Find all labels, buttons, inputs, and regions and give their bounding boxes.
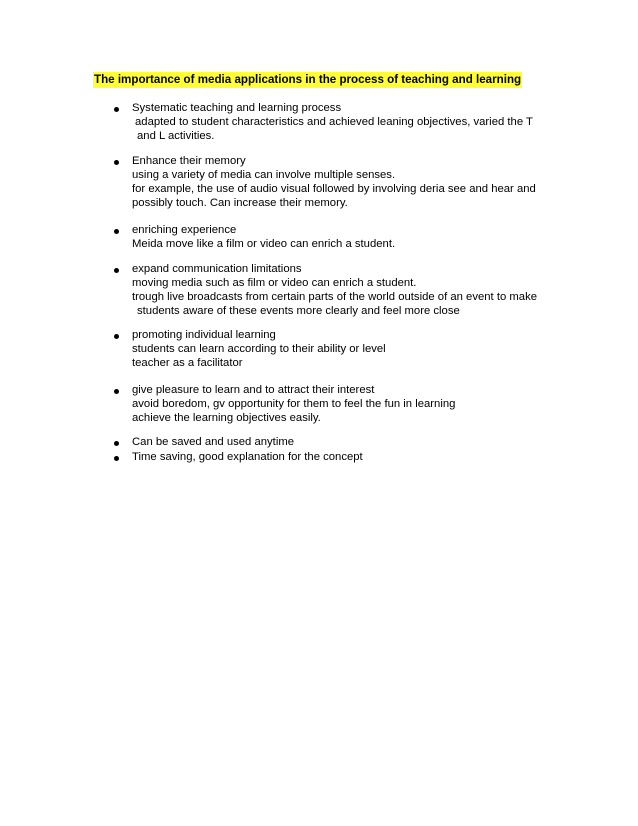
list-item-line: trough live broadcasts from certain parts of the world outside of an event to make [132, 291, 538, 303]
document-title: The importance of media applications in the process of teaching and learning [94, 73, 522, 86]
list-item-line: teacher as a facilitator [132, 357, 243, 369]
list-item-line: avoid boredom, gv opportunity for them to feel the fun in learning [132, 398, 456, 410]
list-item-heading: give pleasure to learn and to attract their interest [132, 384, 375, 396]
bullet-icon [114, 441, 119, 446]
list-item-line: achieve the learning objectives easily. [132, 412, 321, 424]
bullet-icon [114, 389, 119, 394]
list-item-line: moving media such as film or video can enrich a student. [132, 277, 417, 289]
list-item-line: Meida move like a film or video can enrich a student. [132, 238, 396, 250]
list-item-line: using a variety of media can involve multiple senses. [132, 169, 396, 181]
list-item-heading: Systematic teaching and learning process [132, 102, 342, 114]
list-item-line: students can learn according to their ability or level [132, 343, 386, 355]
bullet-icon [114, 107, 119, 112]
list-item-heading: promoting individual learning [132, 329, 276, 341]
list-item-line: adapted to student characteristics and achieved leaning objectives, varied the T [135, 116, 533, 128]
list-item-line: for example, the use of audio visual followed by involving deria see and hear and [132, 183, 536, 195]
list-item-heading: expand communication limitations [132, 263, 302, 275]
list-item-heading: Can be saved and used anytime [132, 436, 295, 448]
bullet-icon [114, 456, 119, 461]
list-item-line: possibly touch. Can increase their memory. [132, 197, 348, 209]
bullet-icon [114, 229, 119, 234]
list-item-heading: enriching experience [132, 224, 237, 236]
bullet-icon [114, 334, 119, 339]
list-item-heading: Time saving, good explanation for the concept [132, 451, 363, 463]
list-item-line: and L activities. [137, 130, 215, 142]
list-item-line: students aware of these events more clearly and feel more close [137, 305, 460, 317]
bullet-icon [114, 268, 119, 273]
list-item-heading: Enhance their memory [132, 155, 246, 167]
bullet-icon [114, 160, 119, 165]
